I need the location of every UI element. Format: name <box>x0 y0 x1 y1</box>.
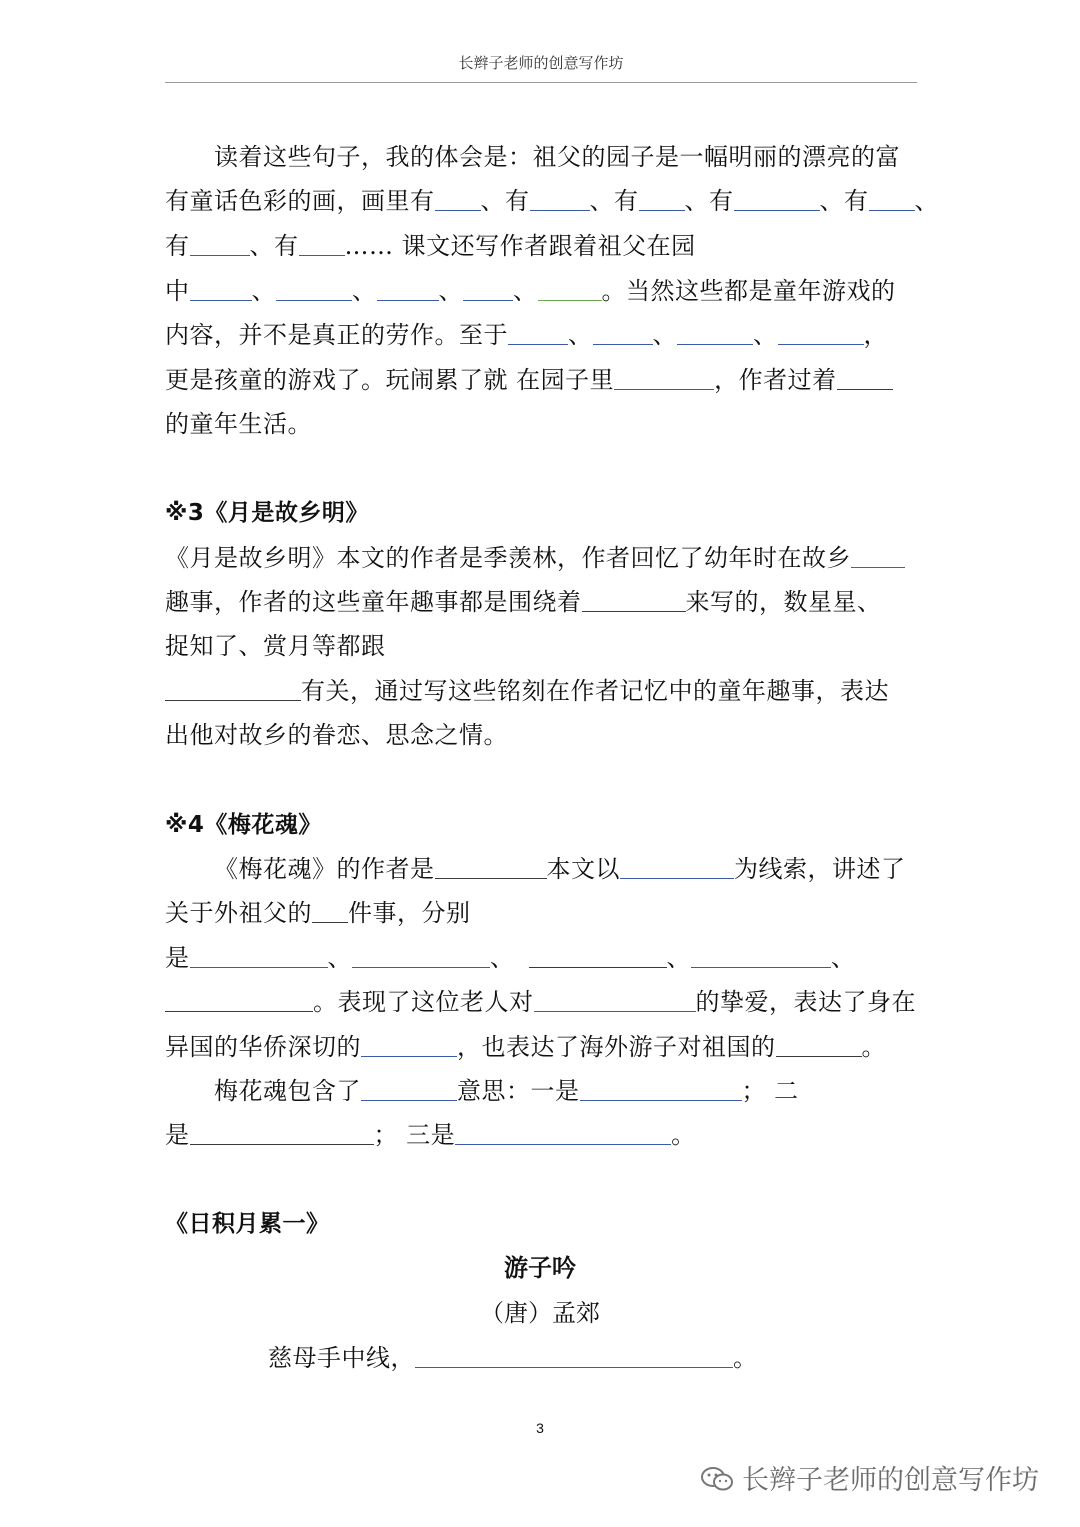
paragraph-line: 梅花魂包含了 意思：一是 ； 二 <box>214 1077 799 1105</box>
blank-field[interactable] <box>593 322 653 345</box>
blank-field[interactable] <box>851 545 905 568</box>
watermark: 长辫子老师的创意写作坊 <box>700 1458 1039 1497</box>
paragraph-line: 中 、 、 、 、 。当然这些都是童年游戏的 <box>165 277 896 305</box>
paragraph-line: 《梅花魂》的作者是 本文以 为线索，讲述了 <box>214 855 906 883</box>
blank-field[interactable] <box>276 278 352 301</box>
paragraph-line: 关于外祖父的 件事，分别 <box>165 899 471 927</box>
blank-field[interactable] <box>677 322 753 345</box>
blank-field[interactable] <box>415 1345 733 1368</box>
blank-field[interactable] <box>463 278 513 301</box>
blank-field[interactable] <box>352 945 490 968</box>
page-number: 3 <box>536 1420 544 1436</box>
blank-field[interactable] <box>837 367 893 390</box>
wechat-icon <box>700 1465 734 1493</box>
blank-field[interactable] <box>435 188 481 211</box>
paragraph-line: 更是孩童的游戏了。玩闹累了就 在园子里 ，作者过着 <box>165 365 893 395</box>
blank-field[interactable] <box>190 278 252 301</box>
blank-field[interactable] <box>691 945 831 968</box>
blank-field[interactable] <box>529 945 667 968</box>
paragraph-line: 捉知了、赏月等都跟 <box>165 632 386 660</box>
paragraph-line: 是 ； 三是 。 <box>165 1121 696 1149</box>
paragraph-line: 异国的华侨深切的 ，也表达了海外游子对祖国的 。 <box>165 1033 886 1061</box>
blank-field[interactable] <box>508 322 568 345</box>
page-header: 长辫子老师的创意写作坊 <box>165 52 917 83</box>
section-heading: 《日积月累一》 <box>165 1211 330 1237</box>
paragraph-line: 出他对故乡的眷恋、思念之情。 <box>165 721 508 749</box>
paragraph-line: 读着这些句子，我的体会是：祖父的园子是一幅明丽的漂亮的富 <box>214 143 900 171</box>
paragraph-line: 《月是故乡明》本文的作者是季羡林，作者回忆了幼年时在故乡 <box>165 543 905 573</box>
blank-field[interactable] <box>165 989 313 1012</box>
blank-field[interactable] <box>582 589 686 612</box>
section-heading: ※3《月是故乡明》 <box>165 500 369 526</box>
paragraph-line: 。表现了这位老人对 的挚爱，表达了身在 <box>165 987 916 1017</box>
paragraph-line: 趣事，作者的这些童年趣事都是围绕着 来写的，数星星、 <box>165 588 882 616</box>
blank-field[interactable] <box>534 989 696 1012</box>
blank-field[interactable] <box>639 188 685 211</box>
poem-author: （唐）孟郊 <box>480 1299 600 1327</box>
blank-field[interactable] <box>312 900 348 923</box>
paragraph-line: 有 、有 …… 课文还写作者跟着祖父在园 <box>165 232 696 260</box>
paragraph-line: 有关，通过写这些铭刻在作者记忆中的童年趣事，表达 <box>165 676 889 706</box>
blank-field[interactable] <box>361 1034 457 1057</box>
blank-field[interactable] <box>538 278 602 301</box>
blank-field[interactable] <box>190 1122 374 1145</box>
blank-field[interactable] <box>190 945 328 968</box>
blank-field[interactable] <box>435 856 547 879</box>
paragraph-line: 内容，并不是真正的劳作。至于 、 、 、 ， <box>165 321 888 349</box>
blank-field[interactable] <box>580 1078 742 1101</box>
section-heading: ※4《梅花魂》 <box>165 812 322 838</box>
blank-field[interactable] <box>620 856 734 879</box>
blank-field[interactable] <box>299 233 345 256</box>
blank-field[interactable] <box>614 367 714 390</box>
paragraph-line: 的童年生活。 <box>165 410 312 438</box>
poem-line: 慈母手中线， 。 <box>268 1344 758 1372</box>
blank-field[interactable] <box>377 278 439 301</box>
blank-field[interactable] <box>190 233 250 256</box>
blank-field[interactable] <box>165 678 301 701</box>
poem-title: 游子吟 <box>504 1254 576 1282</box>
blank-field[interactable] <box>455 1122 671 1145</box>
blank-field[interactable] <box>530 188 590 211</box>
blank-field[interactable] <box>869 188 915 211</box>
blank-field[interactable] <box>361 1078 457 1101</box>
paragraph-line: 是 、 、 、 、 <box>165 944 856 972</box>
blank-field[interactable] <box>778 322 864 345</box>
paragraph-line: 有童话色彩的画，画里有 、有 、有 、有 、有 、 <box>165 187 939 215</box>
blank-field[interactable] <box>776 1034 862 1057</box>
blank-field[interactable] <box>734 188 820 211</box>
